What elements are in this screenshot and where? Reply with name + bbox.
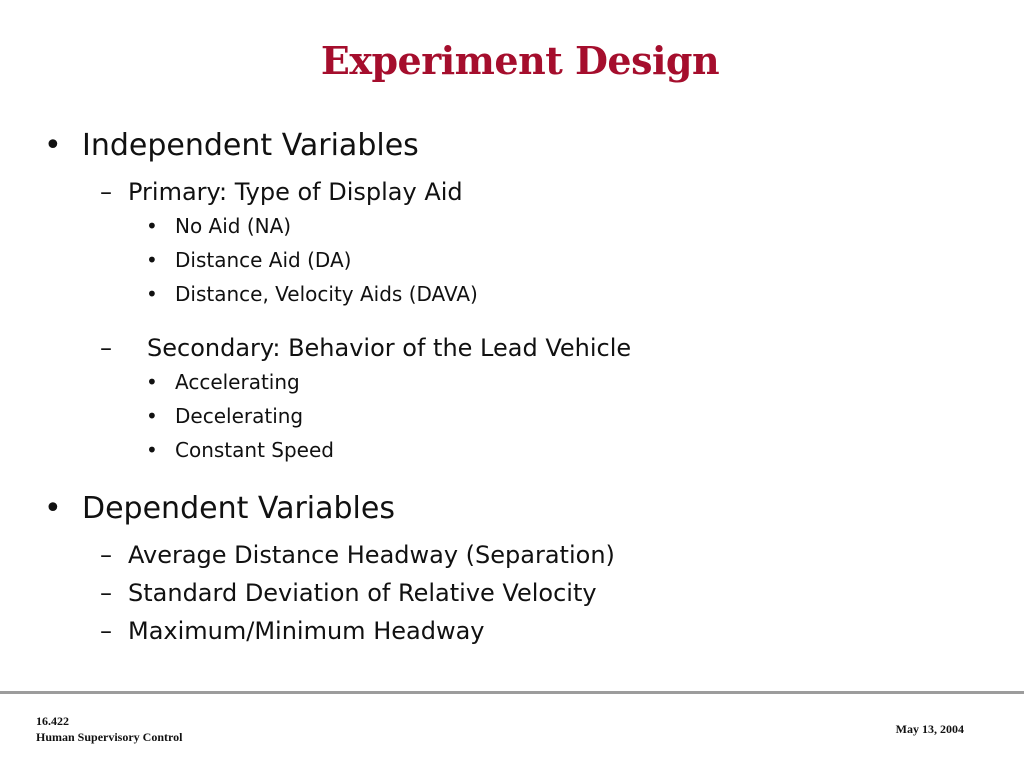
bullet-marker: • (146, 248, 158, 272)
bullet-marker: • (146, 370, 158, 394)
footer-course-name: Human Supervisory Control (36, 730, 183, 744)
bullet-marker: • (146, 282, 158, 306)
footer-date: May 13, 2004 (895, 722, 964, 736)
list-item-dava: Distance, Velocity Aids (DAVA) (175, 282, 478, 306)
bullet-marker: • (146, 404, 158, 428)
section-heading-independent: Independent Variables (82, 128, 419, 163)
dash-marker: – (100, 334, 112, 362)
dash-marker: – (100, 617, 112, 645)
slide-title: Experiment Design (320, 38, 720, 83)
list-item-accelerating: Accelerating (175, 370, 300, 394)
section-heading-dependent: Dependent Variables (82, 491, 395, 526)
group-primary: Primary: Type of Display Aid (128, 178, 463, 206)
footer-divider (0, 691, 1024, 694)
bullet-marker: • (146, 214, 158, 238)
group-secondary: Secondary: Behavior of the Lead Vehicle (147, 334, 632, 362)
dash-marker: – (100, 178, 112, 206)
dash-marker: – (100, 579, 112, 607)
list-item-std-velocity: Standard Deviation of Relative Velocity (128, 579, 597, 607)
list-item-distance-aid: Distance Aid (DA) (175, 248, 352, 272)
bullet-marker: • (146, 438, 158, 462)
bullet-marker: • (44, 128, 62, 163)
bullet-marker: • (44, 491, 62, 526)
list-item-max-min-headway: Maximum/Minimum Headway (128, 617, 485, 645)
list-item-decelerating: Decelerating (175, 404, 304, 428)
dash-marker: – (100, 541, 112, 569)
list-item-no-aid: No Aid (NA) (175, 214, 292, 238)
footer-course-number: 16.422 (36, 714, 69, 728)
list-item-constant-speed: Constant Speed (175, 438, 334, 462)
list-item-avg-headway: Average Distance Headway (Separation) (128, 541, 615, 569)
